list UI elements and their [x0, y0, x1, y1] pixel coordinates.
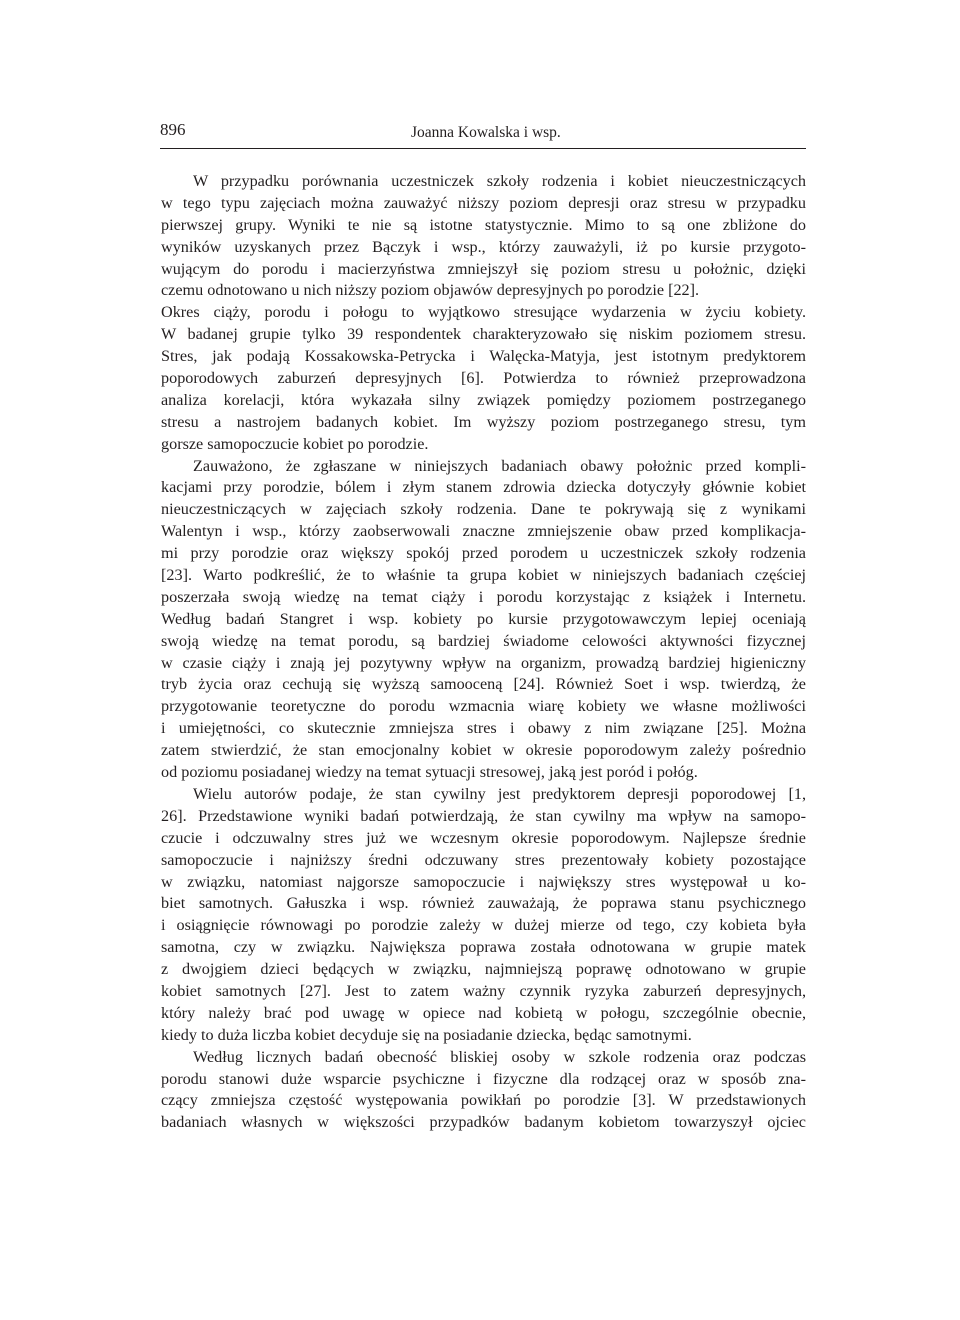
- text-line: W przypadku porównania uczestniczek szkoły rodzenia i kobiet nieuczestniczących: [193, 172, 806, 190]
- text-line: czemu odnotowano u nich niższy poziom objawów depresyjnych po porodzie [22].: [161, 281, 700, 300]
- text-line: wującym do porodu i macierzyństwa zmniejszył się poziom stresu u położnic, dzięki: [161, 259, 806, 278]
- text-line: kobiet samotnych [27]. Jest to zatem ważny czynnik ryzyka zaburzeń depresyjnych,: [161, 981, 806, 1000]
- text-line: czący zmniejsza częstość występowania powikłań po porodzie [3]. W przedstawionych: [161, 1091, 806, 1110]
- text-line: [23]. Warto podkreślić, że to właśnie ta grupa kobiet w niniejszych badaniach częściej: [161, 566, 806, 585]
- text-line: 26]. Przedstawione wyniki badań potwierdzają, że stan cywilny ma wpływ na samopo-: [161, 806, 806, 825]
- text-line: Według licznych badań obecność bliskiej osoby w szkole rodzenia oraz podczas: [193, 1047, 806, 1066]
- text-line: samotna, czy w związku. Największa poprawa została odnotowana w grupie matek: [161, 938, 806, 957]
- text-line: badaniach własnych w większości przypadków badanym kobietom towarzyszył ojciec: [161, 1113, 806, 1132]
- text-line: zatem stwierdzić, że stan emocjonalny kobiet w okresie poporodowym zależy pośrednio: [161, 741, 806, 760]
- text-line: kacjami przy porodzie, bólem i złym stanem zdrowia dziecka dotyczyły głównie kobiet: [161, 478, 806, 497]
- text-line: od poziomu posiadanej wiedzy na temat sytuacji stresowej, jaką jest poród i połóg.: [161, 763, 698, 782]
- text-line: który należy brać pod uwagę w opiece nad kobietą w połogu, szczególnie obecnie,: [161, 1003, 806, 1022]
- text-line: pierwszej grupy. Wyniki te nie są istotne statystycznie. Mimo to są one zbliżone do: [161, 215, 806, 234]
- text-line: stresu a nastrojem badanych kobiet. Im wyższy poziom postrzeganego stresu, tym: [161, 412, 806, 431]
- text-line: analiza korelacji, która wykazała silny związek pomiędzy poziomem postrzeganego: [161, 390, 806, 409]
- text-line: samopoczucie i najniższy średni odczuwany stres prezentowały kobiety pozostające: [161, 850, 806, 869]
- text-line: Według badań Stangret i wsp. kobiety po kursie przygotowawczym lepiej oceniają: [161, 609, 806, 628]
- text-line: Stres, jak podają Kossakowska-Petrycka i Walęcka-Matyja, jest istotnym predyktorem: [161, 347, 806, 366]
- text-line: porodu stanowi duże wsparcie psychiczne i fizyczne dla rodzącej oraz w sposób zna-: [161, 1069, 806, 1088]
- text-line: i umiejętności, co skutecznie zmniejsza stres i obawy z nim związane [25]. Można: [161, 719, 806, 738]
- page-number: 896: [160, 120, 186, 139]
- text-line: Okres ciąży, porodu i połogu to wyjątkowo stresujące wydarzenia w życiu kobiety.: [161, 303, 806, 322]
- text-line: w związku, natomiast najgorsze samopoczucie i największy stres występował u ko-: [161, 872, 806, 891]
- text-line: Walentyn i wsp., którzy zaobserwowali znaczne zmniejszenie obaw przed komplikacja-: [161, 522, 806, 541]
- text-line: wyników uzyskanych przez Bączyk i wsp., którzy zauważyli, iż po kursie przygoto-: [161, 237, 806, 256]
- text-line: czucie i odczuwalny stres już we wczesnym okresie poporodowym. Najlepsze średnie: [161, 828, 806, 847]
- text-line: z dwojgiem dzieci będących w związku, najmniejszą poprawę odnotowano w grupie: [161, 960, 806, 979]
- text-line: kiedy to duża liczba kobiet decyduje się na posiadanie dziecka, będąc samotnymi.: [161, 1025, 692, 1044]
- text-line: Wielu autorów podaje, że stan cywilny jest predyktorem depresji poporodowej [1,: [193, 784, 806, 803]
- text-line: mi przy porodzie oraz większy spokój przed porodem u uczestniczek szkoły rodzenia: [161, 544, 806, 563]
- text-line: przygotowanie teoretyczne do porodu wzmacnia wiarę kobiety we własne możliwości: [161, 697, 806, 716]
- text-line: poporodowych zaburzeń depresyjnych [6]. Potwierdza to również przeprowadzona: [161, 369, 806, 388]
- text-line: tryb życia oraz cechują się wyższą samooceną [24]. Również Soet i wsp. twierdzą, że: [161, 675, 806, 694]
- body-text: [161, 171, 806, 1134]
- text-line: Zauważono, że zgłaszane w niniejszych badaniach obawy położnic przed kompli-: [193, 456, 806, 475]
- running-header: [160, 118, 806, 149]
- text-line: biet samotnych. Gałuszka i wsp. również zauważają, że poprawa stanu psychicznego: [161, 894, 806, 913]
- running-header-author: Joanna Kowalska i wsp.: [411, 124, 561, 141]
- text-line: w czasie ciąży i znają jej pozytywny wpływ na organizm, prowadzą bardziej higieniczny: [161, 653, 806, 672]
- text-line: swoją wiedzę na temat porodu, są bardziej świadome celowości aktywności fizycznej: [161, 631, 806, 650]
- text-line: w tego typu zajęciach można zauważyć niższy poziom depresji oraz stresu w przypadku: [161, 193, 806, 212]
- text-line: poszerzała swoją wiedzę na temat ciąży i porodu korzystając z książek i Internetu.: [161, 587, 806, 606]
- text-line: W badanej grupie tylko 39 respondentek charakteryzowało się niskim poziomem stresu.: [161, 325, 806, 344]
- text-line: nieuczestniczących w zajęciach szkoły rodzenia. Dane te pokrywają się z wynikami: [161, 500, 806, 519]
- text-line: gorsze samopoczucie kobiet po porodzie.: [161, 434, 429, 453]
- text-line: i osiągnięcie równowagi po porodzie zależy w dużej mierze od tego, czy kobieta była: [161, 916, 806, 935]
